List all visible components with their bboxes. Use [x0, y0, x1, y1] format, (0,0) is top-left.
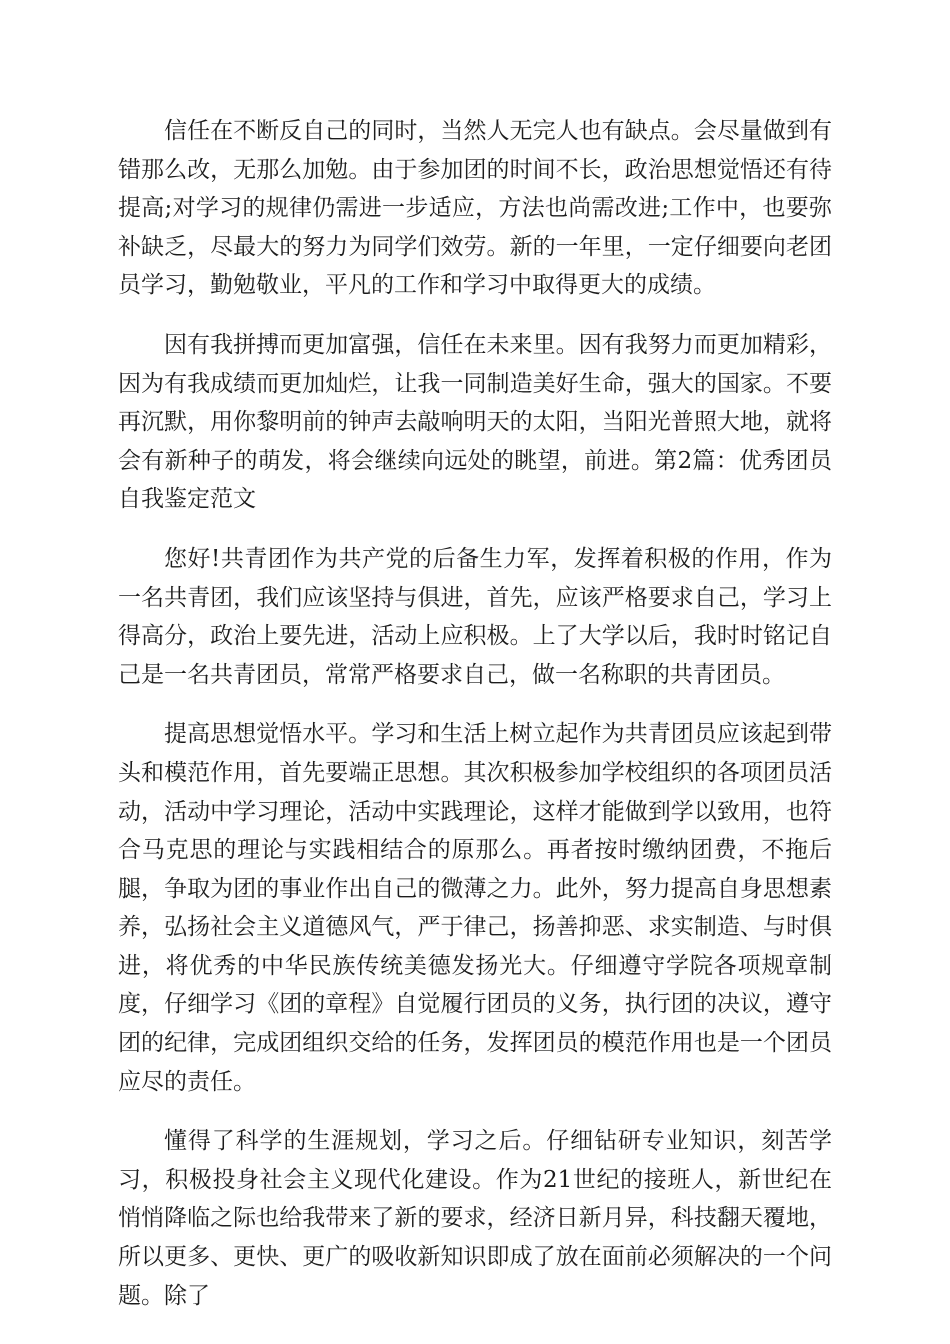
paragraph-2: 因有我拼搏而更加富强，信任在未来里。因有我努力而更加精彩，因为有我成绩而更加灿烂，让我一同制造美好生命，强大的国家。不要再沉默，用你黎明前的钟声去敲响明天的太阳，当阳光普照大地，就将会有新种子的萌发，将会继续向远处的眺望，前进。第2篇：优秀团员自我鉴定范文: [118, 331, 832, 513]
paragraph-4: 提高思想觉悟水平。学习和生活上树立起作为共青团员应该起到带头和模范作用，首先要端正思想。其次积极参加学校组织的各项团员活动，活动中学习理论，活动中实践理论，这样才能做到学以致用，也符合马克思的理论与实践相结合的原那么。再者按时缴纳团费，不拖后腿，争取为团的事业作出自己的微薄之力。此外，努力提高自身思想素养，弘扬社会主义道德风气，严于律己，扬善抑恶、求实制造、与时俱进，将优秀的中华民族传统美德发扬光大。仔细遵守学院各项规章制度，仔细学习《团的章程》自觉履行团员的义务，执行团的决议，遵守团的纪律，完成团组织交给的任务，发挥团员的模范作用也是一个团员应尽的责任。: [118, 721, 832, 1095]
document-body: [118, 112, 832, 1336]
paragraph-3: 您好!共青团作为共产党的后备生力军，发挥着积极的作用，作为一名共青团，我们应该坚持与俱进，首先，应该严格要求自己，学习上得高分，政治上要先进，活动上应积极。上了大学以后，我时时铭记自己是一名共青团员，常常严格要求自己，做一名称职的共青团员。: [118, 545, 832, 688]
paragraph-1: 信任在不断反自己的同时，当然人无完人也有缺点。会尽量做到有错那么改，无那么加勉。由于参加团的时间不长，政治思想觉悟还有待提高;对学习的规律仍需进一步适应，方法也尚需改进;工作中，也要弥补缺乏，尽最大的努力为同学们效劳。新的一年里，一定仔细要向老团员学习，勤勉敬业，平凡的工作和学习中取得更大的成绩。: [118, 118, 832, 299]
paragraph-5: 懂得了科学的生涯规划，学习之后。仔细钻研专业知识，刻苦学习，积极投身社会主义现代化建设。作为21世纪的接班人，新世纪在悄悄降临之际也给我带来了新的要求，经济日新月异，科技翻天覆地，所以更多、更快、更广的吸收新知识即成了放在面前必须解决的一个问题。除了: [118, 1128, 832, 1309]
